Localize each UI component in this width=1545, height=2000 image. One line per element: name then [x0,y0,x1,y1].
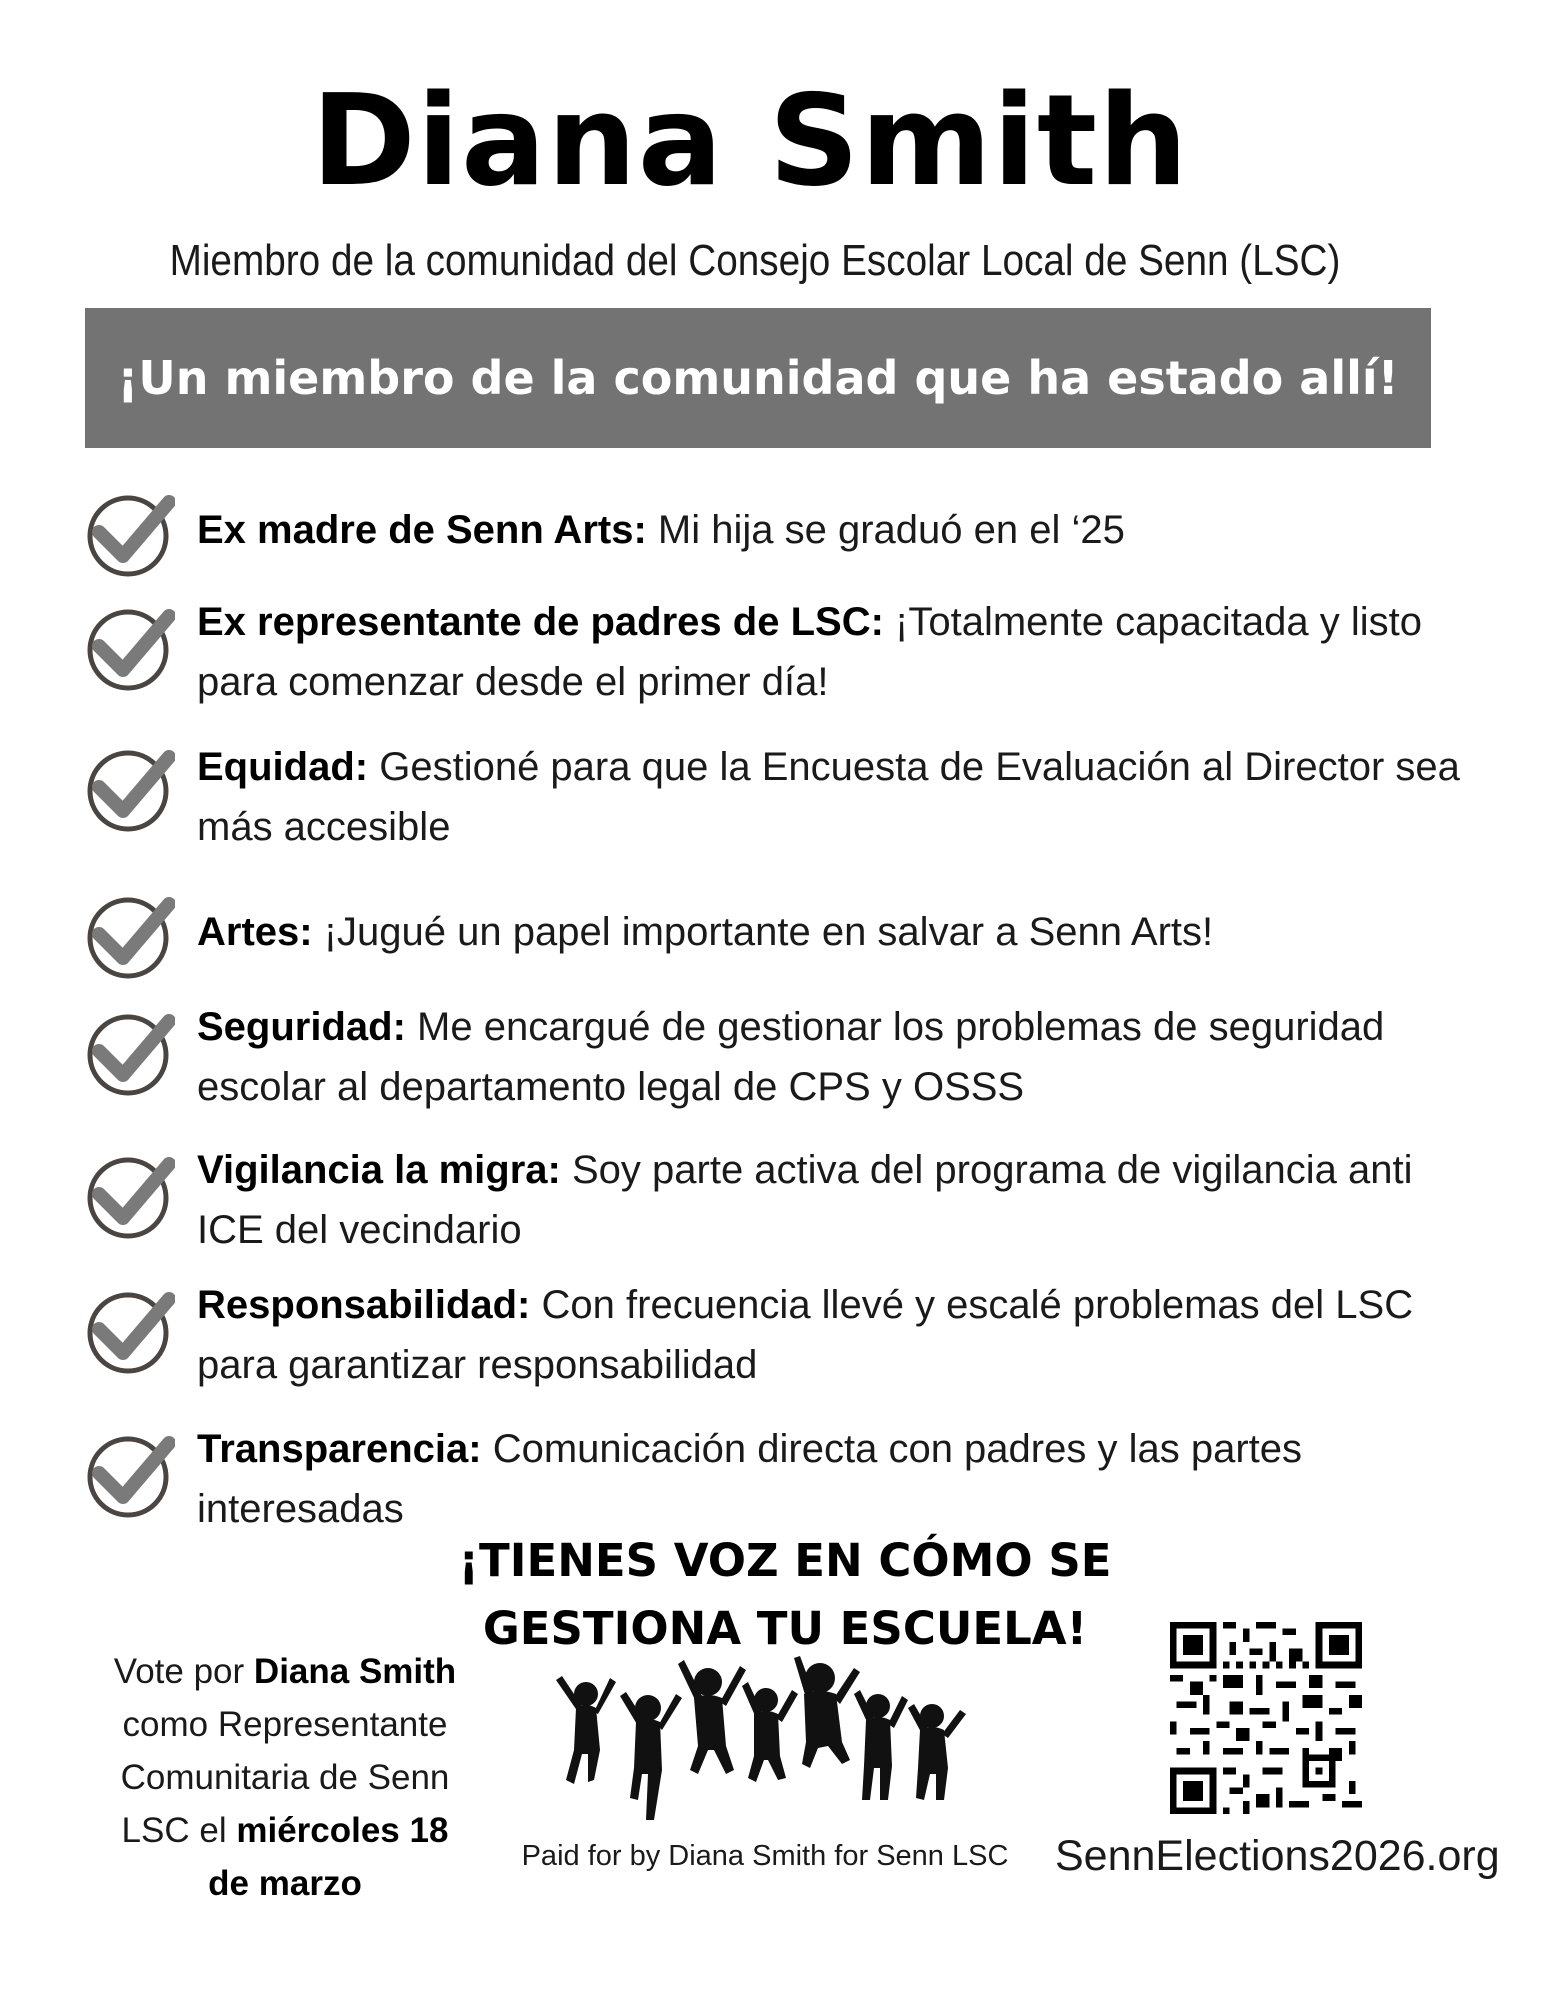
vote-middle: como Representante Comunitaria de Senn LSC el [120,1705,450,1850]
checkmark-icon [85,890,175,980]
item-text: ¡Totalmente capacitada y listo para comenzar desde el primer día! [197,600,1422,704]
item-text: Soy parte activa del programa de vigilancia anti ICE del vecindario [197,1148,1413,1252]
item-label: Transparencia: [197,1427,482,1471]
checkmark-icon [85,602,175,692]
item-text: ¡Jugué un papel importante en salvar a Senn Arts! [323,910,1214,954]
item-label: Vigilancia la migra: [197,1148,561,1192]
item-text: Gestioné para que la Encuesta de Evaluación al Director sea más accesible [197,745,1460,849]
item-label: Equidad: [197,745,369,789]
item-text: Me encargué de gestionar los problemas de seguridad escolar al departamento legal de CPS y OSSS [197,1005,1385,1109]
tagline-text: ¡Un miembro de la comunidad que ha estado allí! [117,351,1399,405]
paid-disclaimer: Paid for by Diana Smith for Senn LSC [521,1840,1009,1872]
qr-code [1170,1622,1362,1814]
cta-line-1: ¡TIENES VOZ EN CÓMO SE [458,1534,1112,1587]
tagline-banner [85,308,1431,448]
item-text: Comunicación directa con padres y las partes interesadas [197,1427,1302,1531]
checkmark-icon [85,1285,175,1375]
item-text: Con frecuencia llevé y escalé problemas del LSC para garantizar responsabilidad [197,1283,1414,1387]
checkmark-icon [85,1150,175,1240]
checkmark-icon [85,743,175,833]
checkmark-icon [85,1429,175,1519]
item-label: Ex madre de Senn Arts: [197,508,647,552]
checkmark-icon [85,488,175,578]
item-label: Responsabilidad: [197,1283,531,1327]
item-label: Ex representante de padres de LSC: [197,600,884,644]
item-label: Seguridad: [197,1005,406,1049]
vote-date: miércoles 18 de marzo [208,1811,449,1903]
website-link[interactable]: SennElections2026.org [1055,1832,1500,1880]
item-label: Artes: [197,910,313,954]
item-text: Mi hija se graduó en el ‘25 [657,508,1125,552]
vote-info [100,1645,470,1910]
subtitle: Miembro de la comunidad del Consejo Escolar Local de Senn (LSC) [169,236,1341,285]
call-to-action [380,1527,1190,1663]
candidate-name: Diana Smith [311,67,1189,214]
vote-candidate: Diana Smith [253,1652,457,1691]
jumping-kids-illustration [548,1650,968,1850]
vote-prefix: Vote por [113,1652,245,1691]
checkmark-icon [85,1007,175,1097]
cta-line-2: GESTIONA TU ESCUELA! [482,1602,1088,1655]
